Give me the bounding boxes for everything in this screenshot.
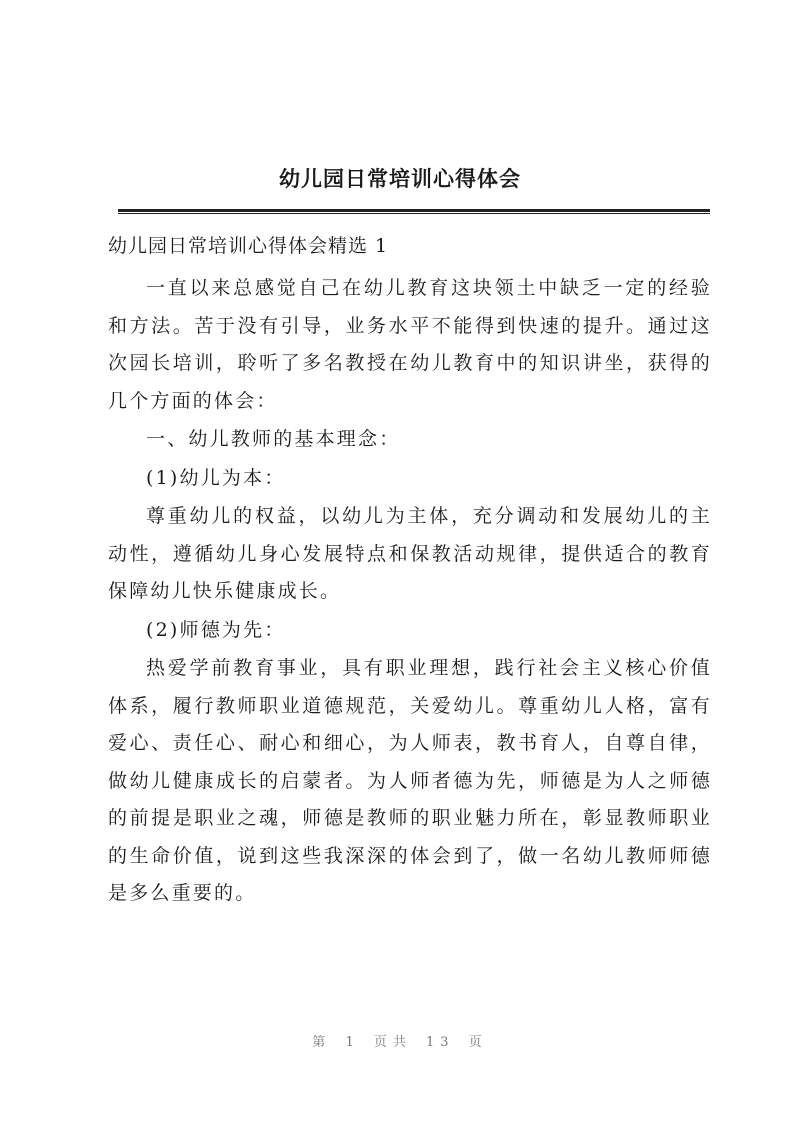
footer-suffix: 页 — [468, 1035, 488, 1050]
footer-prefix: 第 — [312, 1035, 332, 1050]
footer-total-pages: 13 — [426, 1035, 455, 1050]
paragraph-heading-concepts: 一、幼儿教师的基本理念： — [146, 428, 401, 450]
footer-middle: 页共 — [373, 1035, 412, 1050]
paragraph-intro: 一直以来总感觉自己在幼儿教育这块领土中缺乏一定的经验和方法。苦于没有引导，业务水平不能得到快速的提升。通过这次园长培训，聆听了多名教授在幼儿教育中的知识讲坐，获得的几个方面的体会： — [108, 277, 712, 412]
paragraph-child-first: 尊重幼儿的权益，以幼儿为主体，充分调动和发展幼儿的主动性，遵循幼儿身心发展特点和保教活动规律，提供适合的教育保障幼儿快乐健康成长。 — [108, 505, 712, 602]
title-divider — [118, 209, 710, 214]
section-heading: 幼儿园日常培训心得体会精选 1 — [108, 235, 389, 257]
document-title: 幼儿园日常培训心得体会 — [279, 166, 521, 191]
footer-page-number: 1 — [345, 1035, 360, 1050]
document-body — [108, 228, 712, 914]
paragraph-ethics-first: 热爱学前教育事业，具有职业理想，践行社会主义核心价值体系，履行教师职业道德规范，关爱幼儿。尊重幼儿人格，富有爱心、责任心、耐心和细心，为人师表，教书育人，自尊自律，做幼儿健康成长的启蒙者。为人师者德为先，师德是为人之师德的前提是职业之魂，师德是教师的职业魅力所在，彰显教师职业的生命价值，说到这些我深深的体会到了，做一名幼儿教师师德是多么重要的。 — [108, 657, 712, 904]
paragraph-heading-ethics-first: (2)师德为先： — [146, 618, 286, 641]
paragraph-heading-child-first: (1)幼儿为本： — [146, 466, 286, 489]
page-footer — [0, 1031, 800, 1050]
